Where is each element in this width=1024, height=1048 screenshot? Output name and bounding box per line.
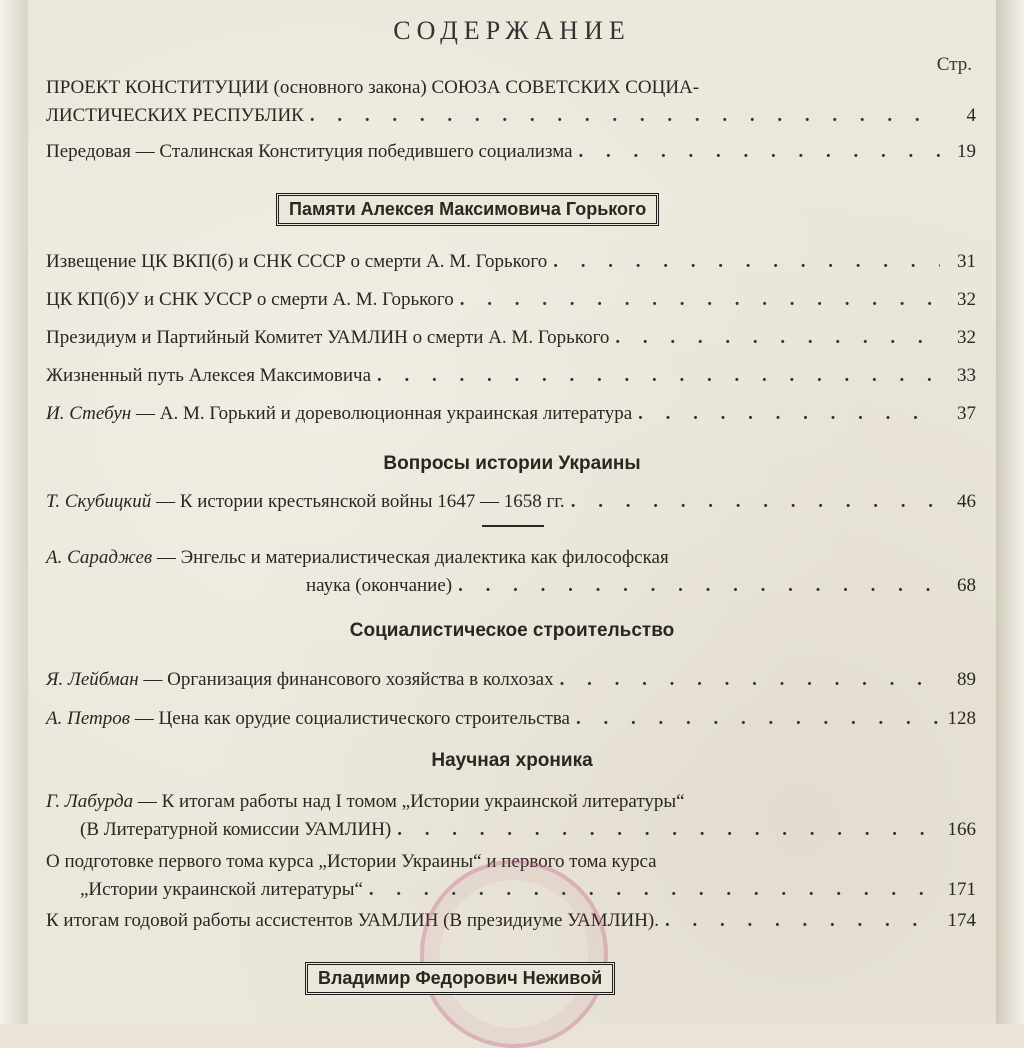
section-header-gorky: Памяти Алексея Максимовича Горького (276, 193, 659, 226)
toc-page-number: 32 (957, 327, 976, 348)
toc-entry-text: (В Литературной комиссии УАМЛИН) (80, 819, 392, 840)
toc-page-number: 68 (957, 575, 976, 596)
section-header-nezhivoy: Владимир Федорович Неживой (305, 962, 615, 995)
toc-entry (46, 488, 976, 516)
toc-page-number: 46 (957, 491, 976, 512)
toc-author: Г. Лабурда (46, 791, 134, 812)
toc-page-number: 89 (957, 669, 976, 690)
page-title: СОДЕРЖАНИЕ (393, 16, 631, 45)
toc-page-number: 174 (947, 910, 976, 931)
toc-entry-text: — К истории крестьянской войны 1647 — 1658 гг. (151, 491, 565, 512)
toc-entry (46, 362, 976, 390)
toc-entry-constitution (46, 74, 976, 130)
toc-author: А. Петров (46, 708, 130, 729)
leader-dots (560, 666, 940, 694)
leader-dots (458, 572, 940, 600)
toc-page-number: 31 (957, 251, 976, 272)
toc-entry (46, 248, 976, 276)
toc-entry-text: — А. М. Горький и дореволюционная украинская литература (131, 403, 633, 424)
toc-author: И. Стебун (46, 403, 132, 424)
section-header-chronicle: Научная хроника (431, 750, 593, 771)
toc-entry-text: ПРОЕКТ КОНСТИТУЦИИ (основного закона) СОЮЗА СОВЕТСКИХ СОЦИА- (46, 77, 700, 98)
toc-author: Я. Лейбман (46, 669, 139, 690)
leader-dots (576, 705, 940, 733)
toc-entry-text: Передовая — Сталинская Конституция победившего социализма (46, 141, 573, 162)
leader-dots (377, 362, 940, 390)
divider-line (482, 525, 544, 527)
toc-entry-text: „Истории украинской литературы“ (80, 879, 363, 900)
toc-author: А. Сараджев (46, 547, 153, 568)
section-header-socialist: Социалистическое строительство (349, 620, 675, 641)
page-column-label: Стр. (936, 54, 972, 75)
leader-dots (579, 138, 940, 166)
toc-entry-text: Президиум и Партийный Комитет УАМЛИН о смерти А. М. Горького (46, 327, 610, 348)
leader-dots (615, 324, 940, 352)
leader-dots (310, 102, 940, 130)
page-right-edge (996, 0, 1024, 1024)
leader-dots (397, 816, 940, 844)
toc-page-number: 128 (947, 708, 976, 729)
toc-page-number: 37 (957, 403, 976, 424)
toc-entry-text: Извещение ЦК ВКП(б) и СНК СССР о смерти А. М. Горького (46, 251, 548, 272)
toc-entry-text: — Организация финансового хозяйства в колхозах (138, 669, 554, 690)
toc-entry-text: — Энгельс и материалистическая диалектика как философская (152, 547, 669, 568)
toc-entry (46, 324, 976, 352)
toc-page-number: 166 (947, 819, 976, 840)
toc-entry-text: К итогам годовой работы ассистентов УАМЛИН (В президиуме УАМЛИН). (46, 910, 660, 931)
toc-page-number: 171 (947, 879, 976, 900)
leader-dots (571, 488, 940, 516)
leader-dots (638, 400, 940, 428)
toc-page-number: 4 (966, 105, 976, 126)
toc-entry (46, 286, 976, 314)
leader-dots (553, 248, 940, 276)
toc-entry-text: Жизненный путь Алексея Максимовича (46, 365, 372, 386)
toc-entry (46, 400, 976, 428)
toc-entry (46, 705, 976, 733)
toc-page-number: 19 (957, 141, 976, 162)
toc-page-number: 32 (957, 289, 976, 310)
toc-entry-text: — К итогам работы над I томом „Истории украинской литературы“ (133, 791, 685, 812)
toc-entry (46, 544, 976, 600)
toc-entry (46, 788, 976, 844)
toc-page-number: 33 (957, 365, 976, 386)
toc-entry-text: О подготовке первого тома курса „Истории Украины“ и первого тома курса (46, 851, 657, 872)
toc-entry-text: — Цена как орудие социалистического строительства (129, 708, 570, 729)
toc-entry-text: ЦК КП(б)У и СНК УССР о смерти А. М. Горького (46, 289, 454, 310)
leader-dots (460, 286, 940, 314)
section-header-history: Вопросы истории Украины (383, 453, 641, 474)
toc-entry (46, 666, 976, 694)
toc-entry-text: наука (окончание) (306, 575, 453, 596)
page-left-edge (0, 0, 28, 1024)
library-stamp (420, 860, 608, 1048)
toc-author: Т. Скубицкий (46, 491, 152, 512)
toc-entry-editorial (46, 138, 976, 166)
toc-entry-text: ЛИСТИЧЕСКИХ РЕСПУБЛИК (46, 105, 304, 126)
leader-dots (665, 907, 940, 935)
